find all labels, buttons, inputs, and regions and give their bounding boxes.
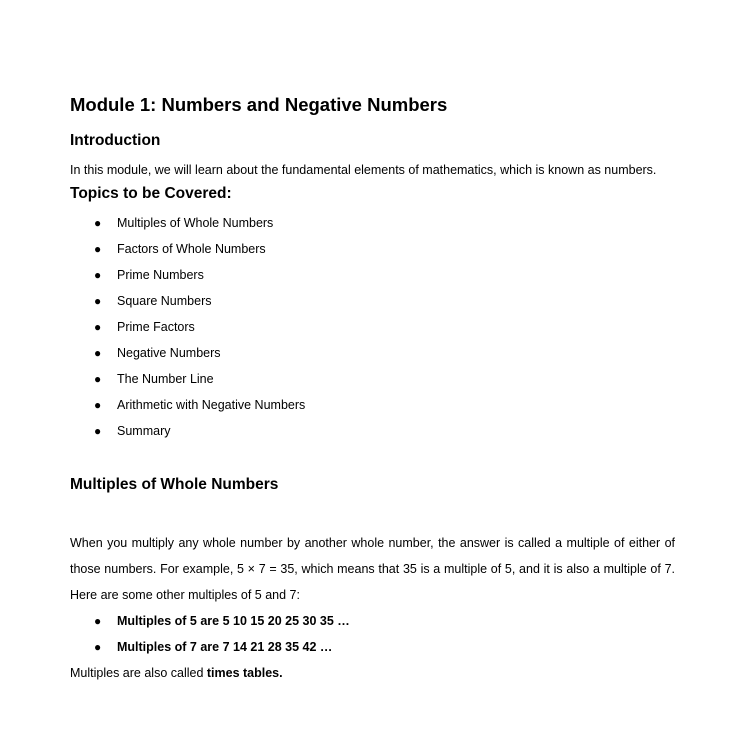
multiples-paragraph: When you multiply any whole number by another whole number, the answer is called a multiple of either of those numbers. For example, 5 × 7 = 35, which means that 35 is a multiple of 5, and it is also a multiple of 7. Here are some other multiples of 5 and 7: bbox=[70, 536, 675, 602]
bullet-icon: ● bbox=[94, 398, 102, 412]
multiples-heading: Multiples of Whole Numbers bbox=[70, 476, 279, 493]
bullet-icon: ● bbox=[94, 372, 102, 386]
list-item bbox=[70, 262, 675, 288]
document-page bbox=[70, 92, 675, 686]
list-item bbox=[70, 366, 675, 392]
topic-label: Prime Numbers bbox=[117, 268, 204, 282]
list-item bbox=[70, 288, 675, 314]
bullet-icon: ● bbox=[94, 614, 102, 628]
bullet-icon: ● bbox=[94, 320, 102, 334]
topic-label: Factors of Whole Numbers bbox=[117, 242, 266, 256]
bullet-icon: ● bbox=[94, 268, 102, 282]
topic-label: The Number Line bbox=[117, 372, 214, 386]
bullet-icon: ● bbox=[94, 640, 102, 654]
list-item bbox=[70, 236, 675, 262]
list-item bbox=[70, 634, 675, 660]
topic-label: Prime Factors bbox=[117, 320, 195, 334]
list-item bbox=[70, 418, 675, 444]
closing-bold-text: times tables. bbox=[206, 666, 283, 680]
list-item bbox=[70, 608, 675, 634]
introduction-paragraph: In this module, we will learn about the fundamental elements of mathematics, which is known as numbers. bbox=[70, 163, 657, 177]
multiples-example: Multiples of 5 are 5 10 15 20 25 30 35 … bbox=[117, 614, 350, 628]
bullet-icon: ● bbox=[94, 346, 102, 360]
multiples-example: Multiples of 7 are 7 14 21 28 35 42 … bbox=[117, 640, 333, 654]
introduction-heading: Introduction bbox=[70, 132, 161, 149]
topics-list bbox=[70, 210, 675, 444]
bullet-icon: ● bbox=[94, 216, 102, 230]
bullet-icon: ● bbox=[94, 424, 102, 438]
module-title: Module 1: Numbers and Negative Numbers bbox=[70, 94, 448, 115]
bullet-icon: ● bbox=[94, 242, 102, 256]
list-item bbox=[70, 392, 675, 418]
topic-label: Multiples of Whole Numbers bbox=[117, 216, 274, 230]
closing-text: Multiples are also called bbox=[70, 666, 207, 680]
list-item bbox=[70, 314, 675, 340]
list-item bbox=[70, 340, 675, 366]
topic-label: Summary bbox=[117, 424, 171, 438]
closing-paragraph bbox=[70, 660, 675, 686]
multiples-list bbox=[70, 608, 675, 660]
topics-heading: Topics to be Covered: bbox=[70, 185, 232, 202]
topic-label: Square Numbers bbox=[117, 294, 212, 308]
bullet-icon: ● bbox=[94, 294, 102, 308]
topic-label: Arithmetic with Negative Numbers bbox=[117, 398, 306, 412]
topic-label: Negative Numbers bbox=[117, 346, 221, 360]
list-item bbox=[70, 210, 675, 236]
